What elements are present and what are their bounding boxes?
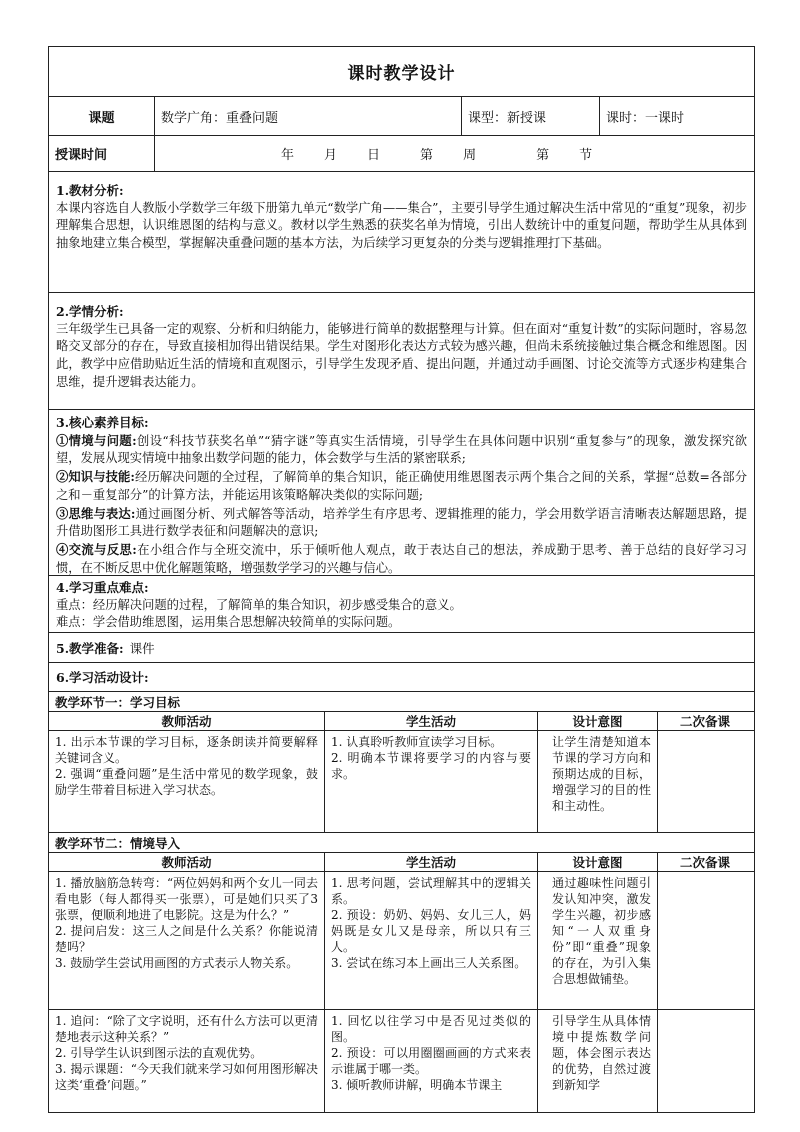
page-title: 课时教学设计 <box>347 64 456 84</box>
phase2-title: 教学环节二：情境导入 <box>55 835 181 851</box>
month-label: 月 <box>324 148 338 163</box>
design-intent: 让学生清楚知道本节课的学习方向和预期达成的目标，增强学习的目的性和主动性。 <box>538 731 658 832</box>
lesson-type: 课型：新授课 <box>462 97 600 135</box>
student-step: 2. 预设：可以用圈圈画画的方式来表示谁属于哪一类。 <box>331 1046 531 1076</box>
design-intent: 通过趣味性问题引发认知冲突，激发学生兴趣，初步感知“一人双重身份”即“重叠”现象的存在，为引入集合思想做铺垫。 <box>538 872 658 1009</box>
teacher-activity <box>49 1010 325 1112</box>
phase1-title-row <box>49 692 754 712</box>
teacher-step: 2. 提问启发：这三人之间是什么关系？你能说清楚吗？ <box>55 924 318 954</box>
preparation-value: 课件 <box>129 640 155 656</box>
year-label: 年 <box>281 148 295 163</box>
col-student-header: 学生活动 <box>325 712 538 730</box>
goal-text: 通过画图分析、列式解答等活动，培养学生有序思考、逻辑推理的能力，学会用数学语言清晰表达解题思路，提升借助图形工具进行数学表征和问题解决的意识; <box>56 506 747 539</box>
day-label: 日 <box>367 148 381 163</box>
phase2-content-row <box>49 872 754 1010</box>
phase1-title: 教学环节一：学习目标 <box>55 694 181 710</box>
teacher-step: 2. 强调“重叠问题”是生活中常见的数学现象，鼓励学生带着目标进入学习状态。 <box>55 767 318 797</box>
time-row <box>49 136 754 172</box>
goal-item <box>56 432 747 468</box>
col-intent-header: 设计意图 <box>538 853 658 871</box>
teacher-activity <box>49 872 325 1009</box>
col-teacher-header: 教师活动 <box>49 853 325 871</box>
goal-text: 经历解决问题的全过程，了解简单的集合知识，能正确使用维恩图表示两个集合之间的关系，掌握“总数=各部分之和－重复部分”的计算方法，并能运用该策略解决类似的实际问题; <box>56 470 747 502</box>
goal-text: 创设“科技节获奖名单”“猜字谜”等真实生活情境，引导学生在具体问题中识别“重复参与”的现象，激发探究欲望，发展从现实情境中抽象出数学问题的能力，体会数学与生活的紧密联系; <box>56 433 747 466</box>
teacher-step: 2. 引导学生认识到图示法的直观优势。 <box>55 1046 263 1060</box>
goal-item <box>56 468 747 504</box>
teacher-step: 3. 鼓励学生尝试用画图的方式表示人物关系。 <box>55 956 299 970</box>
section-preparation <box>49 633 754 663</box>
goal-label: ④交流与反思: <box>56 541 137 557</box>
teacher-step: 1. 播放脑筋急转弯：“两位妈妈和两个女儿一同去看电影（每人都得买一张票），可是她们只买了3张票，便顺利地进了电影院。这是为什么？” <box>55 876 318 922</box>
goal-text: 在小组合作与全班交流中，乐于倾听他人观点，敢于表达自己的想法，养成勤于思考、善于总结的良好学习习惯，在不断反思中优化解题策略，增强数学学习的兴趣与信心。 <box>56 542 747 575</box>
phase2-header-row <box>49 853 754 872</box>
section-students <box>49 293 754 410</box>
time-fields <box>155 136 754 171</box>
col-remark-header: 二次备课 <box>679 714 730 729</box>
secondary-prep <box>658 1010 752 1112</box>
goal-item <box>56 541 747 577</box>
difficulty-point: 难点：学会借助维恩图，运用集合思想解决较简单的实际问题。 <box>56 615 401 630</box>
key-points-heading: 4.学习重点难点: <box>56 580 149 595</box>
time-label: 授课时间 <box>49 136 155 171</box>
student-activity <box>325 872 538 1009</box>
topic-row <box>49 97 754 136</box>
period-label: 节 <box>579 148 593 163</box>
activities-heading: 6.学习活动设计: <box>56 670 149 685</box>
textbook-body: 本课内容选自人教版小学数学三年级下册第九单元“数学广角——集合”，主要引导学生通过解决生活中常见的“重复”现象，初步理解集合思想，认识维恩图的结构与意义。教材以学生熟悉的获奖名单为情境，引出人数统计中的重复问题，帮助学生从具体到抽象地建立集合模型，掌握解决重叠问题的基本方法，为后续学习更复杂的分类与逻辑推理打下基础。 <box>56 200 747 251</box>
title-row <box>49 47 754 97</box>
goal-label: ①情境与问题: <box>56 432 137 448</box>
lesson-hours: 课时：一课时 <box>606 110 685 126</box>
week-label: 周 <box>463 148 477 163</box>
section-activities <box>49 663 754 692</box>
students-heading: 2.学情分析: <box>56 304 124 319</box>
key-point: 重点：经历解决问题的过程，了解简单的集合知识，初步感受集合的意义。 <box>56 597 462 612</box>
design-intent: 引导学生从具体情境中提炼数学问题，体会图示表达的优势，自然过渡到新知学 <box>538 1010 658 1112</box>
secondary-prep <box>658 731 752 832</box>
goal-label: ③思维与表达: <box>56 505 136 521</box>
preparation-heading: 5.教学准备: <box>56 640 124 656</box>
period-prefix: 第 <box>536 148 550 163</box>
col-teacher-header: 教师活动 <box>49 712 325 730</box>
student-step: 2. 明确本节课将要学习的内容与要求。 <box>331 751 531 781</box>
teacher-step: 1. 出示本节课的学习目标，逐条朗读并简要解释关键词含义。 <box>55 735 318 765</box>
student-step: 3. 尝试在练习本上画出三人关系图。 <box>331 956 527 970</box>
section-textbook <box>49 172 754 293</box>
phase2-content-row <box>49 1010 754 1112</box>
section-key-points <box>49 576 754 633</box>
student-step: 1. 回忆以往学习中是否见过类似的图。 <box>331 1014 531 1044</box>
teacher-step: 3. 揭示课题：“今天我们就来学习如何用图形解决这类‘重叠’问题。” <box>55 1062 318 1092</box>
student-activity <box>325 1010 538 1112</box>
topic-value: 数学广角：重叠问题 <box>155 97 462 135</box>
textbook-heading: 1.教材分析: <box>56 183 124 198</box>
phase1-content-row <box>49 731 754 833</box>
col-intent-header: 设计意图 <box>538 712 658 730</box>
section-goals <box>49 410 754 576</box>
lesson-plan-table <box>48 46 755 1113</box>
topic-label: 课题 <box>49 97 155 135</box>
teacher-step: 1. 追问：“除了文字说明，还有什么方法可以更清楚地表示这种关系？” <box>55 1014 318 1044</box>
teacher-activity <box>49 731 325 832</box>
col-remark-header: 二次备课 <box>679 855 730 870</box>
student-step: 3. 倾听教师讲解，明确本节课主 <box>331 1078 503 1092</box>
student-step: 1. 认真聆听教师宣读学习目标。 <box>331 735 503 749</box>
week-prefix: 第 <box>420 148 434 163</box>
col-student-header: 学生活动 <box>325 853 538 871</box>
goals-heading: 3.核心素养目标: <box>56 415 149 430</box>
student-activity <box>325 731 538 832</box>
phase1-header-row <box>49 712 754 731</box>
students-body: 三年级学生已具备一定的观察、分析和归纳能力，能够进行简单的数据整理与计算。但在面对“重复计数”的实际问题时，容易忽略交叉部分的存在，导致直接相加得出错误结果。学生对图形化表达方式较为感兴趣，但尚未系统接触过集合概念和维恩图。因此，教学中应借助贴近生活的情境和直观图示，引导学生发现矛盾、提出问题，并通过动手画图、讨论交流等方式逐步构建集合思维，提升逻辑表达能力。 <box>56 321 747 389</box>
secondary-prep <box>658 872 752 1009</box>
phase2-title-row <box>49 833 754 853</box>
student-step: 1. 思考问题，尝试理解其中的逻辑关系。 <box>331 876 531 906</box>
student-step: 2. 预设：奶奶、妈妈、女儿三人，妈妈既是女儿又是母亲，所以只有三人。 <box>331 908 531 954</box>
goal-item <box>56 505 747 541</box>
goal-label: ②知识与技能: <box>56 469 135 485</box>
